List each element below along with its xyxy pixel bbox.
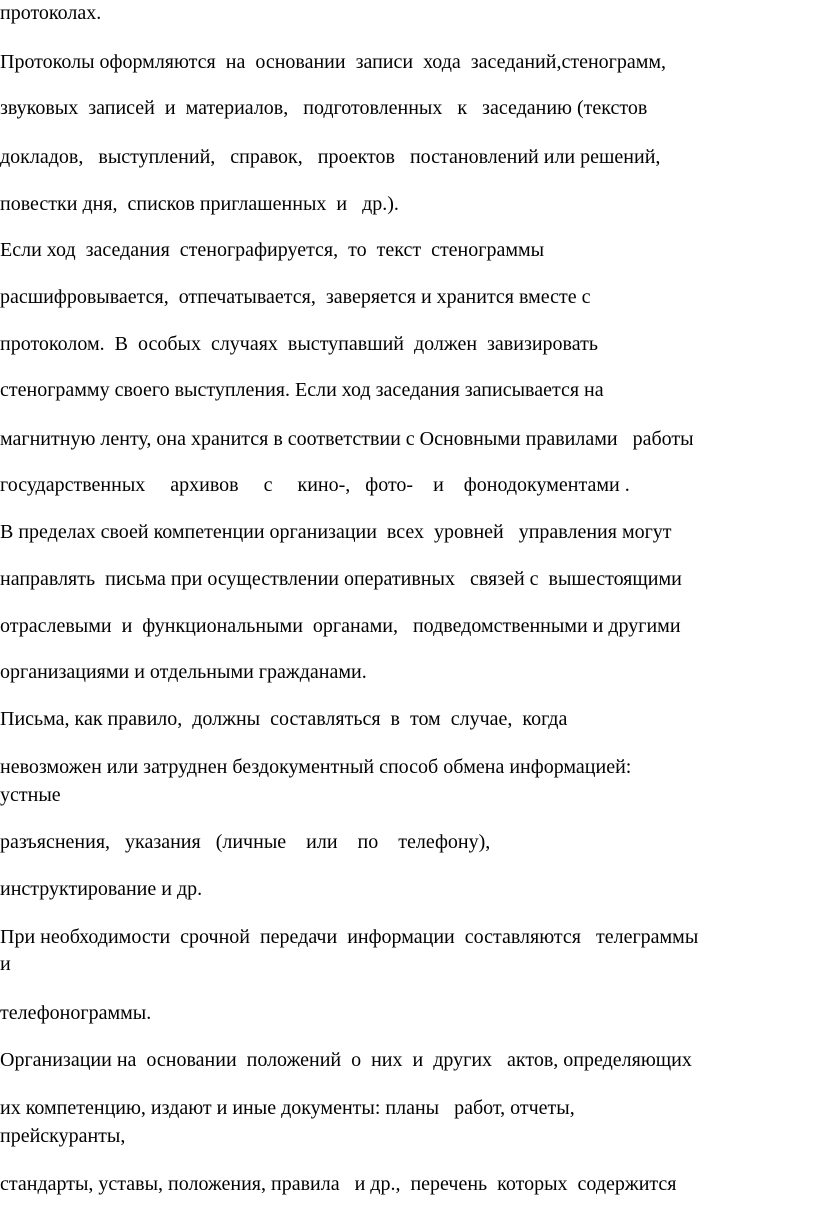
text-line: протоколах. [0,2,102,24]
text-line: В пределах своей компетенции организации всех уровней управления могут [0,521,672,543]
text-line: стенограмму своего выступления. Если ход заседания записывается на [0,379,604,401]
text-line: звуковых записей и материалов, подготовленных к заседанию (текстов [0,97,648,119]
text-line: расшифровывается, отпечатывается, заверяется и хранится вместе с [0,286,591,308]
text-line: устные [0,784,61,806]
text-line: повестки дня, списков приглашенных и др.). [0,193,399,215]
text-line: прейскуранты, [0,1125,126,1147]
text-line: государственных архивов с кино-, фото- и фонодокументами . [0,474,630,496]
text-line: отраслевыми и функциональными органами, подведомственными и другими [0,615,681,637]
text-line: и [0,953,11,975]
text-line: протоколом. В особых случаях выступавший должен завизировать [0,333,598,355]
text-line: стандарты, уставы, положения, правила и др., перечень которых содержится [0,1173,677,1195]
text-line: телефонограммы. [0,1002,152,1024]
text-line: организациями и отдельными гражданами. [0,661,367,683]
text-line: Протоколы оформляются на основании записи хода заседаний,стенограмм, [0,51,667,73]
text-line: их компетенцию, издают и иные документы: планы работ, отчеты, [0,1097,575,1119]
text-line: При необходимости срочной передачи информации составляются телеграммы [0,926,699,948]
text-line: докладов, выступлений, справок, проектов постановлений или решений, [0,146,661,168]
text-line: направлять письма при осуществлении оперативных связей с вышестоящими [0,568,682,590]
text-line: невозможен или затруднен бездокументный способ обмена информацией: [0,756,632,778]
text-line: разъяснения, указания (личные или по телефону), [0,831,491,853]
text-line: инструктирование и др. [0,878,203,900]
text-line: Если ход заседания стенографируется, то текст стенограммы [0,239,545,261]
text-line: Письма, как правило, должны составляться в том случае, когда [0,708,568,730]
text-line: Организации на основании положений о них и других актов, определяющих [0,1049,692,1071]
text-line: магнитную ленту, она хранится в соответствии с Основными правилами работы [0,428,694,450]
